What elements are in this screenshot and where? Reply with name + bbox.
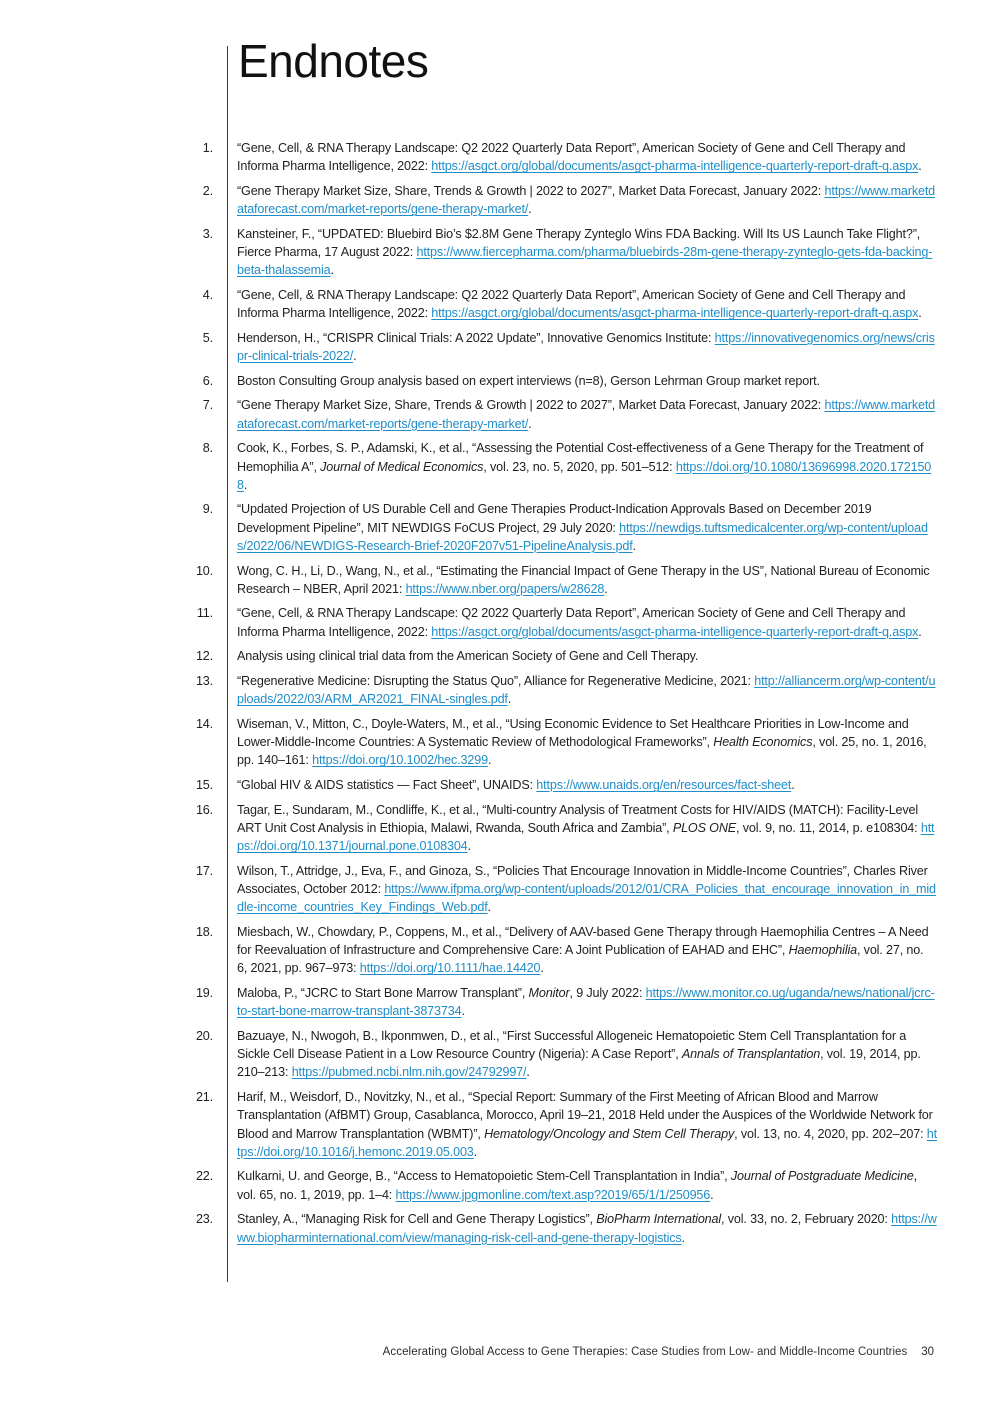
endnote-item — [0, 862, 937, 917]
endnote-number: 22. — [195, 1169, 213, 1184]
endnotes-list — [0, 139, 992, 1253]
endnote-item — [0, 1088, 937, 1161]
endnote-text: “Gene, Cell, & RNA Therapy Landscape: Q2 2022 Quarterly Data Report”, American Society of Gene and Cell Therapy and Informa Pharma Intelligence, 2022: — [237, 287, 906, 321]
endnote-text: . — [918, 306, 922, 321]
page-number: 30 — [921, 1346, 934, 1358]
endnote-text: . — [473, 1144, 478, 1159]
endnote-text: Tagar, E., Sundaram, M., Condliffe, K., et al., “Multi-country Analysis of Treatment Costs for HIV/AIDS (MATCH): Facility-Level ART Unit Cost Analysis in Ethiopia, Malawi, Rwanda, South Africa and Zambia”, — [237, 802, 919, 835]
endnote-link[interactable]: https://www.marketdataforecast.com/market-reports/gene-therapy-market/ — [237, 398, 936, 431]
endnote-publication: Journal of Medical Economics — [320, 459, 484, 474]
endnote-text: . — [632, 538, 636, 553]
endnote-text: Wiseman, V., Mitton, C., Doyle-Waters, M., et al., “Using Economic Evidence to Set Healthcare Priorities in Low-Income and Lower-Middle-Income Countries: A Systematic Review of Methodological Frameworks”, — [237, 716, 909, 750]
endnote-text: Wilson, T., Attridge, J., Eva, F., and Ginoza, S., “Policies That Encourage Innovation in Middle-Income Countries”, Charles River Associates, October 2012: — [237, 863, 928, 897]
endnote-number: 9. — [202, 502, 213, 517]
endnote-link[interactable]: https://www.fiercepharma.com/pharma/bluebirds-28m-gene-therapy-zynteglo-gets-fda-backing-beta-thalassemia — [237, 245, 933, 278]
endnote-link[interactable]: https://asgct.org/global/documents/asgct-pharma-intelligence-quarterly-report-draft-q.aspx — [431, 624, 919, 639]
endnote-item — [0, 923, 937, 978]
endnote-text: , vol. 13, no. 4, 2020, pp. 202–207: — [734, 1126, 927, 1141]
endnote-item — [0, 225, 937, 280]
endnote-text: , 9 July 2022: — [569, 986, 646, 1001]
endnote-link[interactable]: https://pubmed.ncbi.nlm.nih.gov/24792997/ — [291, 1065, 527, 1080]
endnote-link[interactable]: https://www.nber.org/papers/w28628 — [405, 581, 605, 596]
endnote-item — [0, 500, 937, 555]
endnote-item — [0, 439, 937, 494]
endnote-item — [0, 801, 937, 856]
endnote-text: . — [353, 349, 357, 364]
endnote-number: 20. — [195, 1029, 213, 1044]
endnote-text: Boston Consulting Group analysis based on expert interviews (n=8), Gerson Lehrman Group market report. — [237, 373, 820, 388]
endnote-text: . — [528, 202, 532, 217]
endnote-text: . — [526, 1065, 530, 1080]
endnote-link[interactable]: https://doi.org/10.1080/13696998.2020.1721508 — [237, 459, 932, 492]
endnote-link[interactable]: https://www.marketdataforecast.com/market-reports/gene-therapy-market/ — [237, 183, 936, 217]
endnote-item — [0, 984, 937, 1020]
endnote-text: . — [507, 692, 512, 707]
endnote-item — [0, 1027, 937, 1082]
endnote-item — [0, 1167, 937, 1203]
endnote-text: . — [528, 416, 532, 431]
endnote-text: . — [540, 961, 544, 976]
endnote-publication: Journal of Postgraduate Medicine — [730, 1169, 914, 1184]
endnote-link[interactable]: https://doi.org/10.1371/journal.pone.0108304 — [237, 821, 935, 854]
endnote-text: Cook, K., Forbes, S. P., Adamski, K., et al., “Assessing the Potential Cost-effectiveness of a Gene Therapy for the Treatment of Hemophilia A”, — [237, 441, 924, 474]
endnote-text: “Gene, Cell, & RNA Therapy Landscape: Q2 2022 Quarterly Data Report”, American Society of Gene and Cell Therapy and Informa Pharma Intelligence, 2022: — [237, 606, 906, 639]
endnote-number: 3. — [202, 226, 213, 241]
endnote-text: Miesbach, W., Chowdary, P., Coppens, M., et al., “Delivery of AAV-based Gene Therapy through Haemophilia Centres – A Need for Reevaluation of Infrastructure and Comprehensive Care: A Joint Publication of EAHAD and EHC”, — [237, 925, 929, 958]
endnote-number: 7. — [202, 398, 213, 413]
endnote-text: . — [487, 900, 491, 915]
endnote-link[interactable]: https://www.ifpma.org/wp-content/uploads/2012/01/CRA_Policies_that_encourage_innovation_in_middle-income_countries_Key_Findings_Web.pdf — [237, 882, 936, 915]
endnote-number: 13. — [195, 674, 213, 689]
endnote-link[interactable]: https://innovativegenomics.org/news/crispr-clinical-trials-2022/ — [237, 330, 935, 364]
endnote-number: 2. — [202, 183, 213, 198]
endnote-text: . — [461, 1004, 465, 1019]
endnote-number: 15. — [195, 778, 213, 793]
endnote-text: “Updated Projection of US Durable Cell and Gene Therapies Product-Indication Approvals Based on December 2019 Development Pipeline”, MIT NEWDIGS FoCUS Project, 29 July 2020: — [237, 502, 872, 535]
endnote-text: “Global HIV & AIDS statistics — Fact Sheet”, UNAIDS: — [237, 778, 537, 793]
page-title: Endnotes — [238, 35, 429, 87]
endnote-number: 23. — [195, 1212, 213, 1227]
endnote-text: Kansteiner, F., “UPDATED: Bluebird Bio’s $2.8M Gene Therapy Zynteglo Wins FDA Backing. Will Its US Launch Take Flight?”, Fierce Pharma, 17 August 2022: — [237, 226, 921, 260]
endnote-number: 12. — [195, 649, 213, 664]
endnote-text: , vol. 33, no. 2, February 2020: — [721, 1212, 892, 1227]
endnote-number: 10. — [195, 563, 213, 578]
endnote-number: 6. — [202, 373, 213, 388]
endnote-text: Analysis using clinical trial data from the American Society of Gene and Cell Therapy. — [237, 649, 699, 664]
endnote-publication: BioPharm International — [596, 1212, 722, 1227]
endnote-item — [0, 372, 937, 390]
endnote-item — [0, 776, 937, 794]
endnote-link[interactable]: https://asgct.org/global/documents/asgct-pharma-intelligence-quarterly-report-draft-q.aspx — [431, 306, 919, 321]
page-footer — [383, 1346, 934, 1358]
endnote-text: , vol. 65, no. 1, 2019, pp. 1–4: — [237, 1169, 918, 1202]
endnote-number: 18. — [195, 925, 213, 940]
endnote-text: , vol. 25, no. 1, 2016, pp. 140–161: — [237, 735, 927, 768]
endnote-number: 19. — [195, 986, 213, 1001]
endnote-link[interactable]: https://asgct.org/global/documents/asgct-pharma-intelligence-quarterly-report-draft-q.aspx — [431, 159, 919, 174]
endnote-text: “Gene, Cell, & RNA Therapy Landscape: Q2 2022 Quarterly Data Report”, American Society of Gene and Cell Therapy and Informa Pharma Intelligence, 2022: — [237, 141, 906, 174]
endnote-text: . — [710, 1187, 714, 1202]
endnote-item — [0, 329, 937, 365]
endnote-publication: PLOS ONE — [672, 821, 737, 835]
endnote-text: , vol. 27, no. 6, 2021, pp. 967–973: — [237, 943, 924, 976]
endnote-publication: Annals of Transplantation — [681, 1047, 821, 1062]
endnote-item — [0, 672, 937, 708]
endnote-item — [0, 715, 937, 770]
endnote-link[interactable]: https://www.monitor.co.ug/uganda/news/national/jcrc-to-start-bone-marrow-transplant-3873734 — [237, 986, 935, 1019]
endnote-publication: Haemophilia — [788, 943, 857, 958]
endnote-link[interactable]: https://www.biopharminternational.com/view/managing-risk-cell-and-gene-therapy-logistics — [237, 1212, 937, 1245]
endnote-text: . — [487, 753, 492, 768]
endnote-item — [0, 286, 937, 322]
endnote-text: Henderson, H., “CRISPR Clinical Trials: A 2022 Update”, Innovative Genomics Institute: — [237, 330, 715, 345]
footer-report-title: Accelerating Global Access to Gene Therapies: — [382, 1346, 628, 1358]
endnote-item — [0, 562, 937, 598]
endnote-number: 16. — [195, 802, 213, 817]
endnote-publication: Monitor — [528, 986, 570, 1001]
endnote-link[interactable]: https://www.jpgmonline.com/text.asp?2019/65/1/1/250956 — [395, 1187, 711, 1202]
endnote-text: “Regenerative Medicine: Disrupting the Status Quo”, Alliance for Regenerative Medicine, 2021: — [237, 674, 755, 689]
endnote-item — [0, 1210, 937, 1246]
endnote-number: 8. — [202, 441, 213, 456]
endnote-item — [0, 604, 937, 640]
endnote-number: 11. — [196, 606, 213, 621]
endnote-text: . — [918, 624, 922, 639]
endnote-link[interactable]: https://doi.org/10.1002/hec.3299 — [312, 753, 488, 768]
endnote-text: Kulkarni, U. and George, B., “Access to Hematopoietic Stem-Cell Transplantation in India”, — [237, 1169, 731, 1184]
endnote-number: 5. — [202, 330, 213, 345]
endnote-link[interactable]: https://doi.org/10.1111/hae.14420 — [359, 961, 541, 976]
endnote-text: Stanley, A., “Managing Risk for Cell and Gene Therapy Logistics”, — [237, 1212, 597, 1227]
endnote-publication: Hematology/Oncology and Stem Cell Therapy — [484, 1126, 735, 1141]
endnote-item — [0, 396, 937, 432]
endnote-text: Wong, C. H., Li, D., Wang, N., et al., “Estimating the Financial Impact of Gene Therapy in the US”, National Bureau of Economic Research – NBER, April 2021: — [237, 563, 930, 596]
endnote-link[interactable]: http://alliancerm.org/wp-content/uploads/2022/03/ARM_AR2021_FINAL-singles.pdf — [237, 674, 936, 707]
endnote-item — [0, 647, 937, 665]
endnote-text: , vol. 23, no. 5, 2020, pp. 501–512: — [483, 459, 676, 474]
endnote-text: “Gene Therapy Market Size, Share, Trends & Growth | 2022 to 2027”, Market Data Forecast, January 2022: — [237, 183, 825, 198]
endnote-text: Maloba, P., “JCRC to Start Bone Marrow Transplant”, — [237, 986, 529, 1001]
endnote-number: 21. — [195, 1090, 213, 1105]
endnote-link[interactable]: https://www.unaids.org/en/resources/fact-sheet — [536, 778, 792, 793]
endnote-text: . — [330, 263, 334, 278]
endnote-publication: Health Economics — [713, 735, 813, 750]
endnote-text: Bazuaye, N., Nwogoh, B., Ikponmwen, D., et al., “First Successful Allogeneic Hematopoietic Stem Cell Transplantation for a Sickle Cell Disease Patient in a Low Resource Country (Nigeria): A Case Report”, — [237, 1029, 907, 1062]
endnote-item — [0, 139, 937, 175]
endnote-text: , vol. 9, no. 11, 2014, p. e108304: — [736, 821, 921, 835]
endnote-text: . — [243, 477, 248, 492]
endnote-link[interactable]: https://doi.org/10.1016/j.hemonc.2019.05.003 — [237, 1126, 937, 1159]
endnote-text: . — [604, 581, 608, 596]
endnote-text: Harif, M., Weisdorf, D., Novitzky, N., et al., “Special Report: Summary of the First Meeting of African Blood and Marrow Transplantation (AfBMT) Group, Casablanca, Morocco, April 19–21, 2018 Held under the Auspices of the Worldwide Network for Blood and Marrow Transplantation (WBMT)”, — [237, 1090, 933, 1141]
footer-report-subtitle: Case Studies from Low- and Middle-Income Countries — [627, 1346, 908, 1358]
endnote-number: 4. — [202, 287, 213, 302]
endnote-number: 17. — [195, 863, 213, 878]
endnote-text: , vol. 19, 2014, pp. 210–213: — [237, 1047, 921, 1080]
endnote-text: . — [918, 159, 922, 174]
endnote-item — [0, 182, 937, 218]
endnote-link[interactable]: https://newdigs.tuftsmedicalcenter.org/wp-content/uploads/2022/06/NEWDIGS-Research-Brief-2020F207v51-PipelineAnalysis.pdf — [237, 520, 928, 553]
endnote-text: “Gene Therapy Market Size, Share, Trends & Growth | 2022 to 2027”, Market Data Forecast, January 2022: — [237, 398, 825, 413]
endnote-text: . — [467, 839, 471, 854]
endnote-number: 1. — [202, 141, 213, 155]
endnote-number: 14. — [195, 716, 213, 731]
endnote-text: . — [681, 1230, 685, 1245]
endnote-text: . — [791, 778, 795, 793]
